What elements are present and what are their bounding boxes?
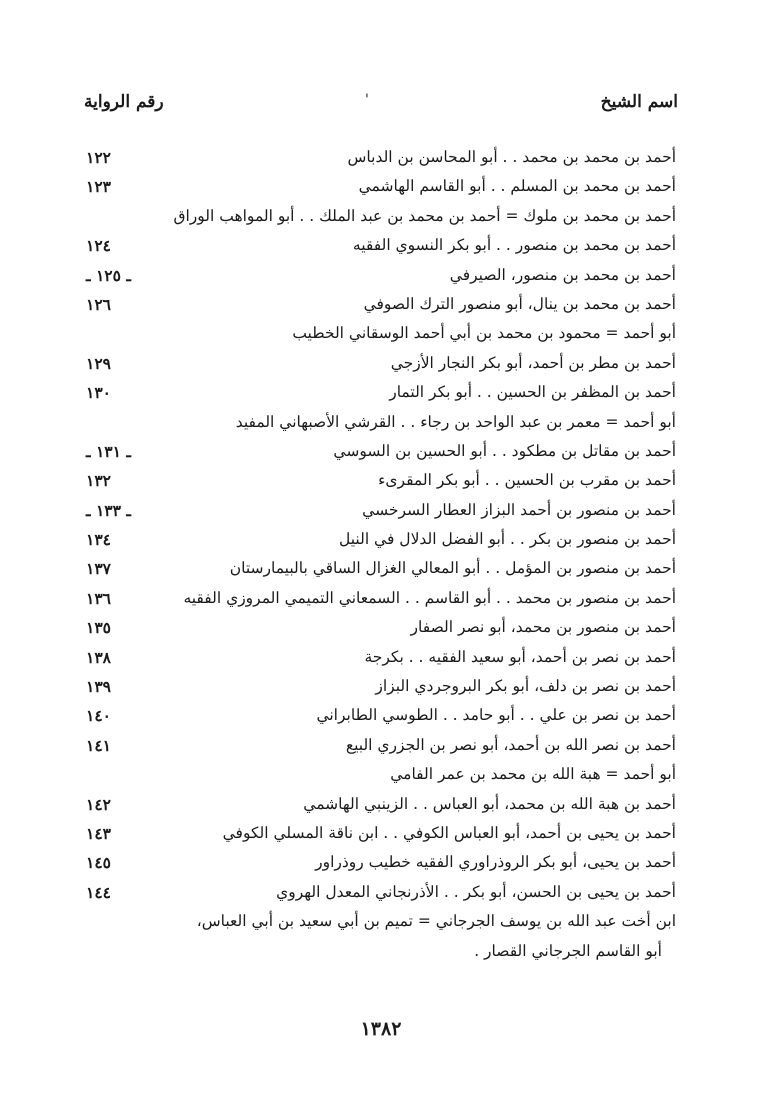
list-item (0, 878, 762, 907)
entry-number: ١٢٦ (86, 294, 111, 314)
list-item (0, 819, 762, 848)
list-item (0, 701, 762, 730)
list-item (0, 760, 762, 789)
list-item (0, 408, 762, 437)
narration-number-heading: رقم الرواية (84, 92, 164, 112)
entry-text: أحمد بن يحيى بن الحسن، أبو بكر . . الأذرنجاني المعدل الهروي (276, 882, 676, 901)
entry-number: ١٢٩ (86, 353, 111, 373)
entry-number: ١٤٣ (86, 823, 111, 843)
entry-text: أحمد بن مقاتل بن مطكود . . أبو الحسين بن السوسي (333, 441, 676, 460)
entry-number: ـ ١٢٥ ـ (86, 265, 131, 285)
sheikh-name-heading: اسم الشيخ (600, 92, 678, 112)
list-item (0, 319, 762, 348)
entry-number: ١٣٢ (86, 471, 111, 491)
list-item (0, 261, 762, 290)
list-item (0, 790, 762, 819)
list-item (0, 231, 762, 260)
entry-number: ١٣٠ (86, 383, 111, 403)
entry-text: أحمد بن محمد بن المسلم . . أبو القاسم الهاشمي (358, 177, 676, 196)
entry-number: ١٣٨ (86, 647, 111, 667)
entry-text: أحمد بن يحيى بن أحمد، أبو العباس الكوفي . . ابن ناقة المسلي الكوفي (222, 823, 676, 842)
list-item (0, 290, 762, 319)
entry-number: ١٣٧ (86, 559, 111, 579)
list-item (0, 466, 762, 495)
entry-text: أحمد بن منصور بن بكر . . أبو الفضل الدلال في النيل (339, 530, 676, 549)
list-item (0, 937, 762, 966)
entry-number: ١٣٩ (86, 677, 111, 697)
list-item (0, 525, 762, 554)
entry-number: ١٤٤ (86, 882, 111, 902)
list-item (0, 643, 762, 672)
page-number: ١٣٨٢ (360, 1018, 402, 1040)
entry-text: أبو أحمد = محمود بن محمد بن أبي أحمد الوسقاني الخطيب (292, 324, 676, 343)
list-item (0, 554, 762, 583)
entry-number: ١٤٠ (86, 706, 111, 726)
entry-number: ١٤٢ (86, 794, 111, 814)
list-item (0, 143, 762, 172)
entry-text: أحمد بن منصور بن محمد . . أبو القاسم . . السمعاني التميمي المروزي الفقيه (183, 588, 676, 607)
list-item (0, 907, 762, 936)
list-item (0, 202, 762, 231)
entry-text: أحمد بن مطر بن أحمد، أبو بكر النجار الأزجي (390, 353, 676, 372)
entry-text: أبو القاسم الجرجاني القصار . (474, 941, 662, 960)
list-item (0, 613, 762, 642)
entry-number: ـ ١٣١ ـ (86, 441, 131, 461)
entries-list (0, 143, 762, 966)
entry-number: ١٢٢ (86, 148, 111, 167)
entry-number: ١٢٣ (86, 177, 111, 197)
print-mark: ' (365, 92, 369, 108)
entry-text: أحمد بن محمد بن منصور، الصيرفي (449, 265, 676, 284)
entry-text: أحمد بن نصر بن علي . . أبو حامد . . الطوسي الطابراني (316, 706, 676, 725)
entry-text: أحمد بن محمد بن محمد . . أبو المحاسن بن الدباس (347, 148, 676, 166)
entry-text: أحمد بن منصور بن أحمد البزاز العطار السرخسي (362, 500, 676, 519)
entry-text: أحمد بن المظفر بن الحسين . . أبو بكر التمار (389, 383, 676, 402)
entry-text: أحمد بن محمد بن منصور . . أبو بكر النسوي الفقيه (352, 236, 676, 255)
entry-text: أبو أحمد = هبة الله بن محمد بن عمر الفامي (390, 765, 676, 784)
list-item (0, 349, 762, 378)
entry-number: ١٢٤ (86, 236, 111, 256)
entry-text: أحمد بن محمد بن ملوك = أحمد بن محمد بن عبد الملك . . أبو المواهب الوراق (173, 206, 676, 225)
entry-number: ـ ١٣٣ ـ (86, 500, 131, 520)
entry-text: أبو أحمد = معمر بن عبد الواحد بن رجاء . . القرشي الأصبهاني المفيد (235, 412, 676, 431)
entry-text: أحمد بن يحيى، أبو بكر الروذراوري الفقيه خطيب روذراور (315, 853, 676, 872)
entry-text: أحمد بن محمد بن ينال، أبو منصور الترك الصوفي (363, 294, 676, 313)
entry-number: ١٣٦ (86, 588, 111, 608)
column-header (0, 92, 762, 122)
list-item (0, 437, 762, 466)
entry-text: أحمد بن نصر بن دلف، أبو بكر البروجردي البزاز (375, 677, 676, 696)
entry-text: أحمد بن نصر بن أحمد، أبو سعيد الفقيه . . بكرجة (364, 647, 676, 666)
entry-number: ١٤٥ (86, 853, 111, 873)
entry-text: أحمد بن نصر الله بن أحمد، أبو نصر بن الجزري البيع (345, 735, 676, 754)
entry-text: أحمد بن هبة الله بن محمد، أبو العباس . . الزينبي الهاشمي (303, 794, 676, 813)
list-item (0, 848, 762, 877)
entry-number: ١٣٤ (86, 530, 111, 550)
list-item (0, 731, 762, 760)
entry-text: ابن أخت عبد الله بن يوسف الجرجاني = تميم بن أبي سعيد بن أبي العباس، (196, 912, 676, 931)
list-item (0, 378, 762, 407)
entry-text: أحمد بن منصور بن محمد، أبو نصر الصفار (410, 618, 676, 637)
entry-text: أحمد بن منصور بن المؤمل . . أبو المعالي الغزال الساقي بالبيمارستان (229, 559, 676, 578)
list-item (0, 584, 762, 613)
entry-text: أحمد بن مقرب بن الحسين . . أبو بكر المقرىء (378, 471, 676, 490)
list-item (0, 172, 762, 201)
entry-number: ١٤١ (86, 735, 111, 755)
list-item (0, 672, 762, 701)
list-item (0, 496, 762, 525)
entry-number: ١٣٥ (86, 618, 111, 638)
